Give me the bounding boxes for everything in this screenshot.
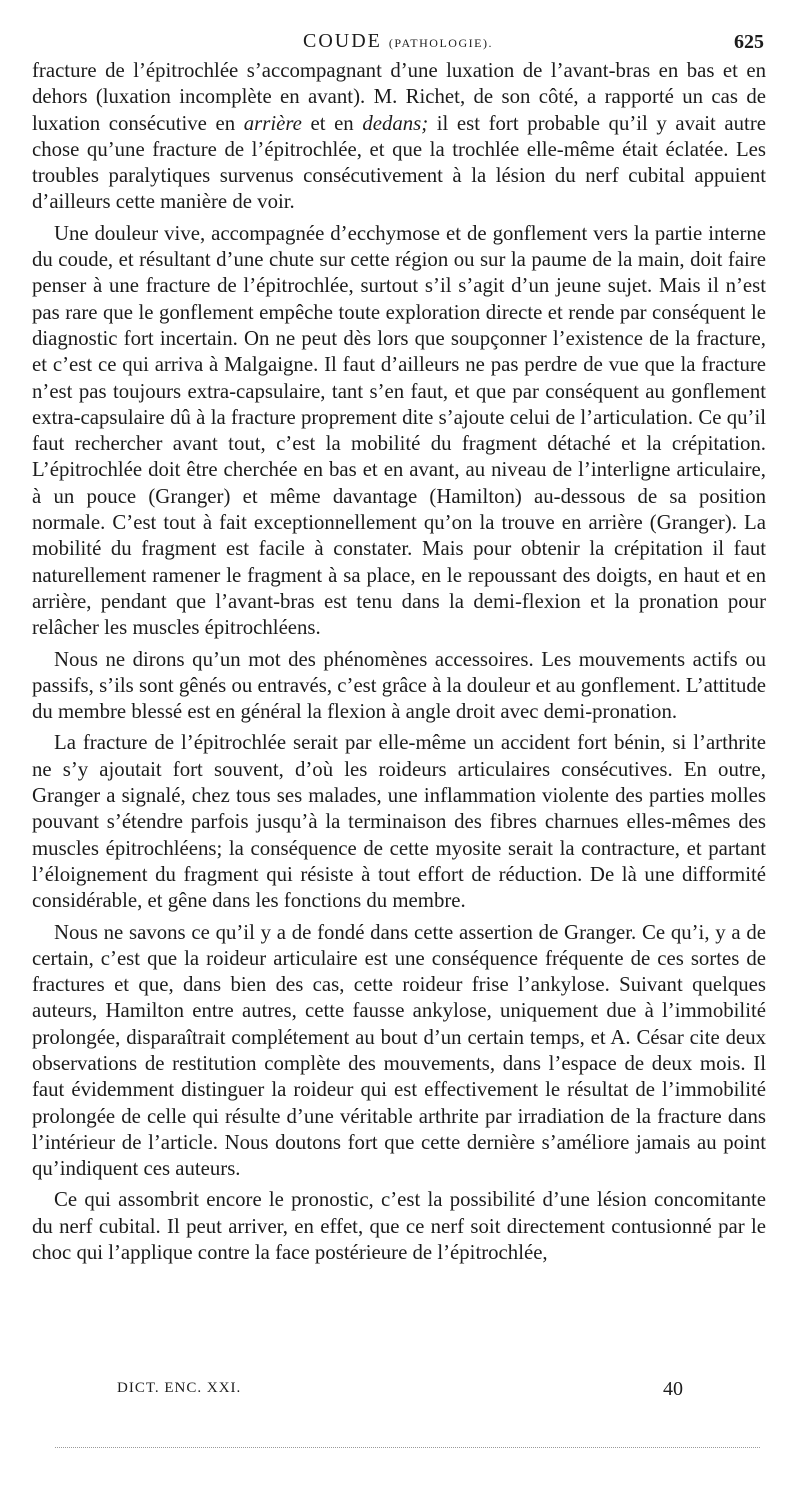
running-title <box>32 30 764 53</box>
paragraph-1-part-a: fracture de l’épitrochlée s’accompagnant d’une luxation de l’avant-bras en bas et en dehors (luxation incomplète en avant). M. Richet, de son côté, a rapporté un cas de luxation consécutive en <box>32 59 766 135</box>
italic-term-dedans: dedans; <box>362 111 429 135</box>
paragraph-2: Une douleur vive, accompagnée d’ecchymose et de gonflement vers la partie interne du coude, et résultant d’une chute sur cette région ou sur la paume de la main, doit faire penser à une fracture de l’épitrochlée, surtout s’il s’agit d’un jeune sujet. Mais il n’est pas rare que le gonflement empêche toute exploration directe et rende par conséquent le diagnostic fort incertain. On ne peut dès lors que soupçonner l’existence de la fracture, et c’est ce qui arriva à Malgaigne. Il faut d’ailleurs ne pas perdre de vue que la fracture n’est pas toujours extra-capsulaire, tant s’en faut, et que par conséquent au gonflement extra-capsulaire dû à la fracture proprement dite s’ajoute celui de l’articulation. Ce qu’il faut rechercher avant tout, c’est la mobilité du fragment détaché et la crépitation. L’épitrochlée doit être cherchée en bas et en avant, au niveau de l’interligne articulaire, à un pouce (Granger) et même davantage (Hamilton) au-dessous de sa position normale. C’est tout à fait exceptionnellement qu’on la trouve en arrière (Granger). La mobilité du fragment est facile à constater. Mais pour obtenir la crépitation il faut naturellement ramener le fragment à sa place, en le repoussant des doigts, en haut et en arrière, pendant que l’avant-bras est tenu dans la demi-flexion et la pronation pour relâcher les muscles épitrochléens. <box>32 221 766 640</box>
paragraph-1-part-c: il est fort probable qu’il y avait autre chose qu’une fracture de l’épitrochlée, et que la trochlée elle-même était éclatée. Les troubles paralytiques survenus consécutivement à la lésion du nerf cubital appuient d’ailleurs cette manière de voir. <box>32 111 766 214</box>
italic-term-arriere: arrière <box>243 111 302 135</box>
paragraph-5: Nous ne savons ce qu’il y a de fondé dans cette assertion de Granger. Ce qu’i, y a de certain, c’est que la roideur articulaire est une conséquence fréquente de ces sortes de fractures et que, dans bien des cas, cette roideur frise l’ankylose. Suivant quelques auteurs, Hamilton entre autres, cette fausse ankylose, uniquement due à l’immobilité prolongée, disparaîtrait complétement au bout d’un certain temps, et A. César cite deux observations de restitution complète des mouvements, dans l’espace de deux mois. Il faut évidemment distinguer la roideur qui est effectivement le résultat de l’immobilité prolongée de celle qui résulte d’une véritable arthrite par irradiation de la fracture dans l’intérieur de l’article. Nous doutons fort que cette dernière s’améliore jamais au point qu’indiquent ces auteurs. <box>32 920 766 1181</box>
printer-signature: DICT. ENC. XXI. <box>117 1380 242 1396</box>
running-head <box>32 28 764 58</box>
paragraph-6: Ce qui assombrit encore le pronostic, c’est la possibilité d’une lésion concomitante du nerf cubital. Il peut arriver, en effet, que ce nerf soit directement contusionné par le choc qui l’applique contre la face postérieure de l’épitrochlée, <box>32 1188 766 1265</box>
page-footer <box>0 1380 800 1410</box>
paragraph-1-part-b: et en <box>301 111 363 135</box>
paragraph-1 <box>32 58 766 216</box>
article-body <box>32 58 766 1266</box>
sheet-number: 40 <box>663 1378 683 1400</box>
page-number: 625 <box>734 31 764 53</box>
paragraph-4: La fracture de l’épitrochlée serait par elle-même un accident fort bénin, si l’arthrite ne s’y ajoutait fort souvent, d’où les roideurs articulaires consécutives. En outre, Granger a signalé, chez tous ses malades, une inflammation violente des parties molles pouvant s’étendre parfois jusqu’à la terminaison des fibres charnues elles-mêmes des muscles épitrochléens; la conséquence de cette myosite serait la contracture, et partant l’éloignement du fragment qui résiste à tout effort de réduction. De là une difformité considérable, et gêne dans les fonctions du membre. <box>32 731 766 913</box>
paragraph-3: Nous ne dirons qu’un mot des phénomènes accessoires. Les mouvements actifs ou passifs, s’ils sont gênés ou entravés, c’est grâce à la douleur et au gonflement. L’attitude du membre blessé est en général la flexion à angle droit avec demi-pronation. <box>32 647 766 724</box>
bleed-through-line <box>55 1447 760 1448</box>
running-title-word: COUDE <box>303 30 382 52</box>
running-title-subtitle: (PATHOLOGIE). <box>388 36 493 50</box>
